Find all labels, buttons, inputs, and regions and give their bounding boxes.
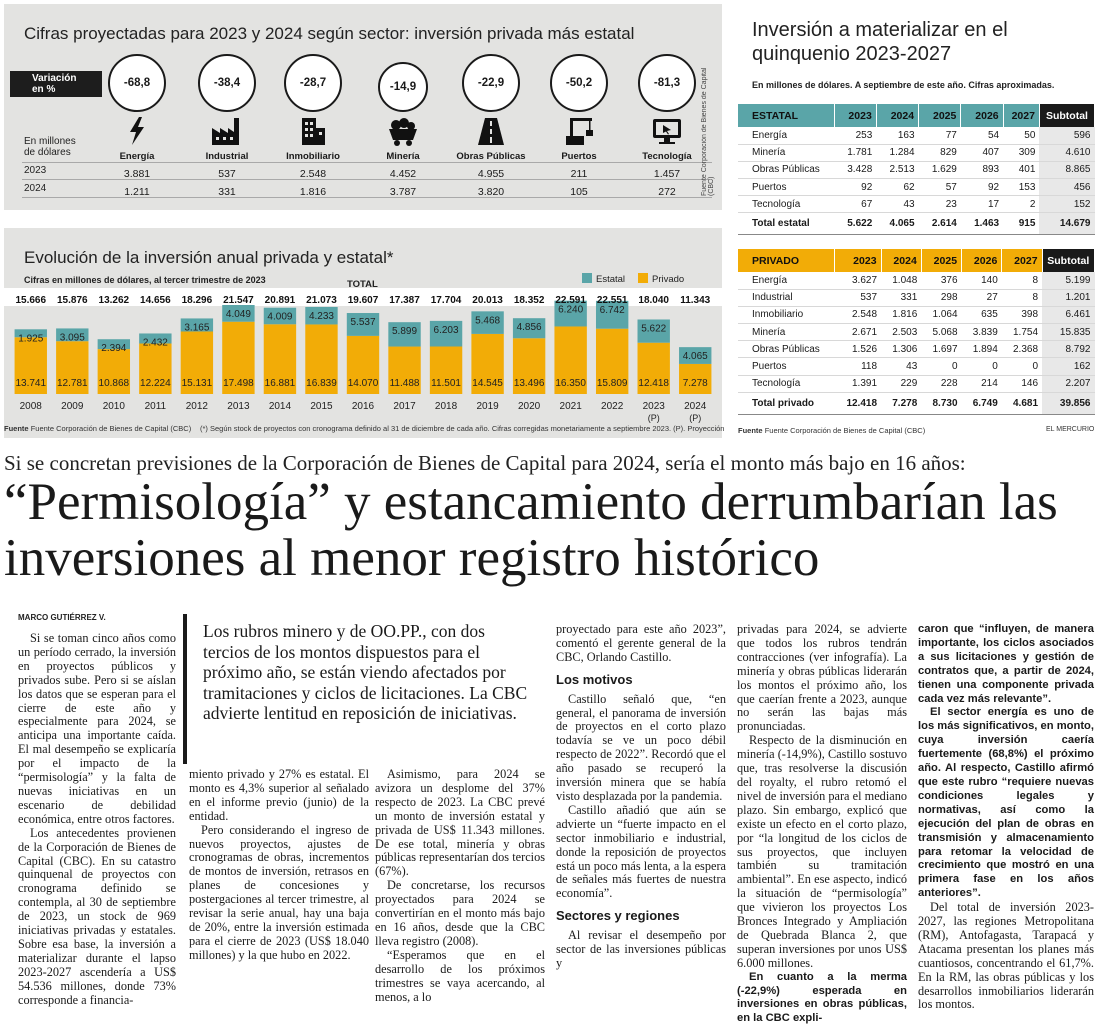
paragraph: Asimismo, para 2024 se avizora un desplome del 37% respecto de 2023. La CBC prevé un monto de inversión estatal y privada de US$ 11.343 millones. De ese total, minería y obras públicas representarían dos tercios (67%). (375, 767, 545, 879)
table-cell: 118 (834, 358, 881, 375)
data-label-estatal: 5.537 (350, 317, 376, 329)
x-tick-label-projection: (P) (647, 413, 660, 423)
year-header: 2023 (834, 104, 876, 127)
legend-swatch-estatal (582, 273, 592, 283)
evolution-source-note: Fuente Fuente Corporación de Bienes de Capital (CBC) (4, 424, 192, 433)
total-label: 22.591 (555, 295, 586, 306)
variation-label (10, 71, 102, 97)
table-cell: 2.368 (1002, 341, 1042, 358)
row-label: Puertos (738, 358, 834, 375)
lightning-icon (120, 116, 154, 146)
paragraph: De concretarse, los recursos proyectados para 2024 se convertirían en el monto más bajo en 16 años, desde que la CBC lleva registro (2008). (375, 878, 545, 948)
row-label: Total estatal (738, 213, 834, 235)
x-tick-label: 2018 (434, 401, 458, 412)
table-row (738, 161, 1095, 178)
total-label: 18.040 (638, 295, 670, 306)
table-cell: 537 (834, 289, 881, 306)
table-cell: 12.418 (834, 392, 881, 414)
article-column-4 (556, 623, 726, 971)
table-cell: 1.781 (834, 144, 876, 161)
variation-label-line1: Variación (32, 73, 77, 84)
table-total-row (738, 213, 1095, 235)
table-header-row (738, 104, 1095, 127)
table-header-row (738, 249, 1095, 272)
total-label: 17.704 (430, 295, 462, 306)
value-2024: 1.211 (124, 186, 150, 198)
sector-name: Puertos (561, 151, 597, 162)
x-tick-label: 2021 (559, 401, 582, 412)
data-label-estatal: 4.009 (267, 311, 293, 323)
data-label-privado: 12.224 (140, 378, 171, 389)
year-header: 2023 (834, 249, 881, 272)
table-cell: 5.622 (834, 213, 876, 235)
table-row (738, 127, 1095, 144)
data-label-privado: 11.501 (431, 378, 461, 389)
table-row (738, 289, 1095, 306)
table-cell: 140 (962, 272, 1002, 289)
factory-icon (210, 116, 244, 146)
value-2024: 105 (570, 186, 588, 198)
row-label-2024: 2024 (24, 183, 47, 194)
x-tick-label: 2023 (642, 401, 665, 412)
crane-icon (562, 116, 596, 146)
paragraph: Respecto de la disminución en minería (-14,9%), Castillo sostuvo que, tras resolverse la discusión del royalty, el rubro retomó el nivel de inversión para el mediano plazo. Sin embargo, explicó que existe un efecto en el corto plazo, por “la longitud de los ciclos de sus proyectos, que incluyen también su tramitación ambiental”. En ese aspecto, indicó la situación de “permisología” que vivieron los proyectos Los Bronces Integrado y Ampliación de Quebrada Blanca 2, que superan inversiones por unos US$ 6.000 millones. (737, 733, 907, 970)
sector-panel-title: Cifras proyectadas para 2023 y 2024 según sector: inversión privada más estatal (24, 24, 635, 43)
x-tick-label: 2020 (517, 401, 541, 412)
pull-quote: Los rubros minero y de OO.PP., con dos tercios de los montos dispuestos para el próximo año, se están viendo afectados por tramitaciones y ciclos de licitaciones. La CBC advierte lentitud en reposición de iniciativas. (203, 621, 528, 723)
table-cell: 17 (961, 196, 1003, 213)
data-label-estatal: 3.095 (59, 332, 85, 344)
table-cell: 54 (961, 127, 1003, 144)
subtotal-cell: 8.792 (1042, 341, 1094, 358)
brand-label: EL MERCURIO (1046, 426, 1095, 433)
row-label: Total privado (738, 392, 834, 414)
table-cell: 401 (1003, 161, 1039, 178)
table-cell: 1.064 (921, 306, 961, 323)
table-cell: 57 (919, 179, 961, 196)
variation-label-line2: en % (32, 84, 56, 95)
value-2023: 4.452 (389, 168, 417, 180)
table-cell: 214 (962, 375, 1002, 392)
x-tick-label: 2013 (227, 401, 250, 412)
subtotal-cell: 15.835 (1042, 324, 1094, 341)
table-cell: 309 (1003, 144, 1039, 161)
mine-cart-icon (386, 116, 420, 146)
sector-name: Industrial (205, 151, 249, 162)
table-cell: 0 (921, 358, 961, 375)
x-tick-label: 2008 (19, 401, 42, 412)
table-cell: 1.463 (961, 213, 1003, 235)
variation-circle: -22,9 (462, 54, 520, 112)
table-privado (738, 249, 1095, 415)
table-header-estatal: ESTATAL (738, 104, 834, 127)
table-row (738, 196, 1095, 213)
table-cell: 1.284 (876, 144, 918, 161)
subtotal-cell: 14.679 (1039, 213, 1094, 235)
subtotal-cell: 162 (1042, 358, 1094, 375)
table-cell: 0 (962, 358, 1002, 375)
data-label-estatal: 4.233 (308, 310, 334, 322)
table-cell: 331 (881, 289, 921, 306)
x-tick-label: 2009 (61, 401, 84, 412)
table-cell: 153 (1003, 179, 1039, 196)
table-cell: 92 (834, 179, 876, 196)
subtotal-header: Subtotal (1039, 104, 1094, 127)
row-label: Obras Públicas (738, 341, 834, 358)
table-cell: 50 (1003, 127, 1039, 144)
table-cell: 77 (919, 127, 961, 144)
paragraph: “Esperamos que en el desarrollo de los próximos trimestres se vaya acercando, al menos, a lo (375, 947, 545, 1004)
total-label: 18.296 (181, 295, 213, 306)
data-label-privado: 7.278 (682, 378, 708, 389)
value-2023: 2.548 (299, 168, 327, 180)
data-label-privado: 16.839 (306, 378, 337, 389)
total-label: 13.262 (98, 295, 130, 306)
sector-name: Inmobiliario (286, 151, 340, 162)
table-cell: 2.503 (881, 324, 921, 341)
paragraph: caron que “influyen, de manera importante, los ciclos asociados a sus licitaciones y gestión de contratos que, a partir de 2024, tienen una componente privada cada vez más relevante”. (918, 623, 1094, 705)
x-tick-label: 2011 (144, 401, 167, 412)
year-header: 2027 (1003, 104, 1039, 127)
row-label: Energía (738, 127, 834, 144)
evolution-chart-panel (4, 228, 725, 438)
evolution-chart-title: Evolución de la inversión anual privada y estatal* (24, 248, 394, 267)
value-2023: 4.955 (477, 168, 505, 180)
subtotal-cell: 456 (1039, 179, 1094, 196)
x-tick-label: 2022 (601, 401, 624, 412)
table-cell: 163 (876, 127, 918, 144)
data-label-privado: 16.350 (555, 378, 586, 389)
x-tick-label-projection: (P) (689, 413, 702, 423)
table-cell: 27 (962, 289, 1002, 306)
value-2024: 3.820 (477, 186, 505, 198)
monitor-icon (650, 116, 684, 146)
total-label: 18.352 (513, 295, 545, 306)
table-row (738, 358, 1095, 375)
value-2023: 211 (570, 168, 588, 180)
data-label-estatal: 3.165 (184, 322, 210, 334)
total-label: 20.013 (472, 295, 503, 306)
data-label-estatal: 6.203 (433, 324, 459, 336)
total-label: TOTAL (347, 279, 378, 290)
article-column-1 (18, 632, 176, 1007)
table-cell: 5.068 (921, 324, 961, 341)
legend-estatal (582, 273, 625, 285)
table-cell: 2.614 (919, 213, 961, 235)
row-label: Energía (738, 272, 834, 289)
table-cell: 3.428 (834, 161, 876, 178)
value-2024: 272 (658, 186, 676, 198)
data-label-privado: 12.418 (638, 378, 670, 389)
sector-source-note: Fuente Corporación de Bienes de Capital (CBC) (701, 67, 715, 196)
table-cell: 635 (962, 306, 1002, 323)
data-label-estatal: 5.622 (641, 323, 667, 335)
x-tick-label: 2017 (393, 401, 416, 412)
table-cell: 4.065 (876, 213, 918, 235)
x-tick-label: 2012 (185, 401, 209, 412)
table-cell: 2 (1003, 196, 1039, 213)
data-label-privado: 12.781 (56, 378, 88, 389)
year-header: 2025 (921, 249, 961, 272)
row-label: Industrial (738, 289, 834, 306)
table-cell: 3.839 (962, 324, 1002, 341)
total-label: 11.343 (680, 295, 711, 306)
table-cell: 228 (921, 375, 961, 392)
data-label-estatal: 4.856 (516, 322, 542, 334)
data-label-privado: 16.881 (264, 378, 296, 389)
table-cell: 298 (921, 289, 961, 306)
building-icon (296, 116, 330, 146)
x-tick-label: 2015 (310, 401, 333, 412)
pull-quote-rule (183, 614, 187, 764)
table-row (738, 375, 1095, 392)
data-label-privado: 17.498 (223, 378, 254, 389)
table-cell: 1.816 (881, 306, 921, 323)
table-cell: 8 (1002, 289, 1042, 306)
total-label: 14.656 (140, 295, 171, 306)
data-label-estatal: 1.925 (18, 333, 44, 345)
row-label-2023: 2023 (24, 165, 47, 176)
millions-label-line1: En millones (24, 136, 76, 147)
table-cell: 1.048 (881, 272, 921, 289)
data-label-privado: 15.809 (596, 378, 628, 389)
tables-source-text: Fuente Corporación de Bienes de Capital (CBC) (764, 426, 926, 435)
year-header: 2024 (876, 104, 918, 127)
data-label-estatal: 4.065 (682, 351, 708, 363)
article-column-5 (737, 623, 907, 1026)
variation-circle: -38,4 (198, 54, 256, 112)
table-row (738, 179, 1095, 196)
subtotal-cell: 8.865 (1039, 161, 1094, 178)
table-cell: 67 (834, 196, 876, 213)
row-label: Tecnología (738, 375, 834, 392)
table-header-privado: PRIVADO (738, 249, 834, 272)
value-2024: 3.787 (389, 186, 417, 198)
year-header: 2027 (1002, 249, 1042, 272)
subtotal-cell: 152 (1039, 196, 1094, 213)
sector-name: Minería (386, 151, 420, 162)
subtotal-cell: 4.610 (1039, 144, 1094, 161)
subtotal-cell: 39.856 (1042, 392, 1094, 414)
table-cell: 1.306 (881, 341, 921, 358)
total-label: 17.387 (389, 295, 420, 306)
legend-swatch-privado (638, 273, 648, 283)
legend-privado (638, 273, 684, 285)
data-label-privado: 10.868 (98, 378, 130, 389)
paragraph: Los antecedentes provienen de la Corporación de Bienes de Capital (CBC). En su catastro quinquenal de proyectos con cronograma definido se contempla, al 30 de septiembre de 2023, un stock de 969 iniciativas privadas y estatales. Sobre esa base, la inversión a materializar durante el lapso 2023-2027 ascendería a US$ 54.536 millones, donde 73% corresponde a financia- (18, 825, 176, 1007)
evolution-source-text: Fuente Corporación de Bienes de Capital (CBC) (30, 424, 192, 433)
byline: MARCO GUTIÉRREZ V. (18, 613, 106, 622)
data-label-estatal: 2.394 (101, 343, 127, 355)
table-cell: 92 (961, 179, 1003, 196)
table-cell: 8.730 (921, 392, 961, 414)
table-total-row (738, 392, 1095, 414)
sector-name: Energía (119, 151, 155, 162)
subtotal-header: Subtotal (1042, 249, 1094, 272)
table-row (738, 306, 1095, 323)
table-row (738, 341, 1095, 358)
value-2023: 1.457 (653, 168, 681, 180)
table-cell: 62 (876, 179, 918, 196)
table-cell: 253 (834, 127, 876, 144)
data-label-privado: 13.741 (15, 378, 47, 389)
article-column-3 (375, 768, 545, 1004)
road-icon (474, 116, 508, 146)
x-tick-label: 2014 (268, 401, 292, 412)
paragraph: proyectado para este año 2023”, comentó el gerente general de la CBC, Orlando Castillo. (556, 622, 726, 664)
millions-label (24, 136, 76, 158)
article-column-2 (189, 768, 369, 963)
table-cell: 2.671 (834, 324, 881, 341)
paragraph: En cuanto a la merma (-22,9%) esperada en inversiones en obras públicas, en la CBC expli- (737, 970, 907, 1025)
table-cell: 8 (1002, 272, 1042, 289)
table-row (738, 272, 1095, 289)
row-separator (22, 162, 712, 163)
table-cell: 893 (961, 161, 1003, 178)
data-label-estatal: 5.468 (475, 315, 501, 327)
paragraph: Si se toman cinco años como un período cerrado, la inversión en proyectos públicos y privados sube. Pero si se aíslan los datos que se esperan para el cierre de este año y especialmente para 2024, se anticipa una importante caída. El mal desempeño se explicaría por el impacto de la “permisología” y la falta de nuevas iniciativas en un escenario de debilidad económica, entre otros factores. (18, 631, 176, 826)
total-label: 21.547 (223, 295, 254, 306)
table-cell: 1.391 (834, 375, 881, 392)
paragraph: Castillo señaló que, “en general, el panorama de inversión de proyectos en el corto plazo todavía se ve un poco débil respecto de 2022”. Recordó que el año pasado se recuperó la inversión minera que se había visto desplazada por la pandemia. (556, 691, 726, 803)
value-2023: 537 (218, 168, 236, 180)
table-row (738, 144, 1095, 161)
data-label-estatal: 6.240 (558, 304, 584, 316)
data-label-estatal: 6.742 (599, 304, 625, 316)
legend-label: Privado (652, 274, 685, 285)
table-cell: 3.627 (834, 272, 881, 289)
paragraph: Del total de inversión 2023-2027, las regiones Metropolitana (RM), Antofagasta, Tarapacá y Atacama presentan los planes más cuantiosos, concentrando el 61,7%. En la RM, las obras públicas y los desarrollos inmobiliarios liderarán los montos. (918, 900, 1094, 1012)
sector-panel (4, 4, 722, 210)
paragraph: Al revisar el desempeño por sector de las inversiones públicas y (556, 928, 726, 970)
year-header: 2026 (961, 104, 1003, 127)
year-header: 2026 (962, 249, 1002, 272)
data-label-estatal: 2.432 (142, 337, 168, 349)
table-cell: 146 (1002, 375, 1042, 392)
table-cell: 0 (1002, 358, 1042, 375)
data-label-privado: 11.488 (389, 378, 420, 389)
table-cell: 2.548 (834, 306, 881, 323)
evolution-chart-subtitle: Cifras en millones de dólares, al tercer trimestre de 2023 (24, 275, 266, 285)
table-cell: 1.697 (921, 341, 961, 358)
data-label-estatal: 5.899 (392, 326, 418, 338)
table-cell: 407 (961, 144, 1003, 161)
subhead-motivos: Los motivos (556, 671, 633, 687)
table-cell: 7.278 (881, 392, 921, 414)
row-label: Minería (738, 144, 834, 161)
table-cell: 23 (919, 196, 961, 213)
variation-circle: -14,9 (378, 62, 428, 112)
value-2024: 331 (218, 186, 236, 198)
value-2023: 3.881 (123, 168, 151, 180)
table-cell: 43 (876, 196, 918, 213)
table-cell: 1.894 (962, 341, 1002, 358)
table-cell: 915 (1003, 213, 1039, 235)
article-kicker: Si se concretan previsiones de la Corporación de Bienes de Capital para 2024, sería el monto más bajo en 16 años: (4, 451, 966, 475)
subtotal-cell: 6.461 (1042, 306, 1094, 323)
table-row (738, 324, 1095, 341)
data-label-privado: 14.070 (347, 378, 379, 389)
subtotal-cell: 5.199 (1042, 272, 1094, 289)
tables-subtitle: En millones de dólares. A septiembre de este año. Cifras aproximadas. (752, 80, 1055, 90)
data-label-privado: 13.496 (513, 378, 545, 389)
sector-name: Obras Públicas (456, 151, 526, 162)
variation-circle: -81,3 (638, 54, 696, 112)
tables-title: Inversión a materializar en el quinquenio 2023-2027 (752, 19, 1008, 65)
subtotal-cell: 2.207 (1042, 375, 1094, 392)
subhead-sectores: Sectores y regiones (556, 908, 680, 924)
row-label: Puertos (738, 179, 834, 196)
total-label: 21.073 (306, 295, 337, 306)
subtotal-cell: 596 (1039, 127, 1094, 144)
table-cell: 376 (921, 272, 961, 289)
year-header: 2024 (881, 249, 921, 272)
paragraph: Pero considerando el ingreso de nuevos proyectos, ajustes de cronogramas de obras, incrementos de montos de inversión, retrasos en planes de concesiones y postergaciones al tercer trimestre, al revisar la serie anual, hay una baja de 20%, entre la inversión estimada para el cierre de 2023 (US$ 18.040 millones) y la que hubo en 2022. (189, 822, 369, 962)
x-tick-label: 2024 (684, 401, 707, 412)
row-label: Minería (738, 324, 834, 341)
paragraph: El sector energía es uno de los más significativos, en monto, cuya inversión caería fuertemente (68,8%) el próximo año. Al respecto, Castillo afirmó que este rubro “requiere nuevas condiciones legales y normativas, así como la ejecución del plan de obras en transmisión y almacenamiento para retomar la velocidad de crecimiento que mostró en una primera fase en los años anteriores”. (918, 706, 1094, 900)
data-label-privado: 14.545 (472, 378, 503, 389)
table-estatal (738, 104, 1095, 235)
paragraph: miento privado y 27% es estatal. El monto es 4,3% superior al señalado en el informe previo (junio) de la entidad. (189, 767, 369, 823)
total-label: 15.666 (15, 295, 47, 306)
table-cell: 829 (919, 144, 961, 161)
total-label: 22.551 (596, 295, 628, 306)
sector-name: Tecnología (642, 151, 692, 162)
table-cell: 1.629 (919, 161, 961, 178)
table-cell: 6.749 (962, 392, 1002, 414)
evolution-footnote: (*) Según stock de proyectos con cronograma definido al 31 de diciembre de cada año. Cifras corregidas monetariamente a septiembre 2023. (P). Proyección (200, 424, 725, 433)
paragraph: privadas para 2024, se advierte que todos los rubros tendrán contracciones (ver infografía). La minería y obras públicas liderarán los montos el próximo año, los que caerían frente a 2023, aunque no serán las bajas más pronunciadas. (737, 622, 907, 734)
tables-source-note: Fuente Fuente Corporación de Bienes de Capital (CBC) (738, 426, 926, 435)
variation-circle: -68,8 (108, 54, 166, 112)
table-cell: 1.754 (1002, 324, 1042, 341)
table-cell: 1.526 (834, 341, 881, 358)
total-label: 15.876 (56, 295, 88, 306)
variation-circle: -50,2 (550, 54, 608, 112)
total-label: 19.607 (347, 295, 379, 306)
year-header: 2025 (919, 104, 961, 127)
paragraph: Castillo añadió que aún se advierte un “fuerte impacto en el sector inmobiliario e industrial, donde la reposición de proyectos está un poco más lenta, a la espera de señales más fuertes de nuestra economía”. (556, 802, 726, 901)
data-label-estatal: 4.049 (225, 309, 251, 321)
row-label: Obras Públicas (738, 161, 834, 178)
table-cell: 43 (881, 358, 921, 375)
data-label-privado: 15.131 (181, 378, 213, 389)
row-label: Inmobiliario (738, 306, 834, 323)
table-cell: 4.681 (1002, 392, 1042, 414)
x-tick-label: 2016 (351, 401, 375, 412)
variation-circle: -28,7 (284, 54, 342, 112)
article-headline: “Permisología” y estancamiento derrumbarían las inversiones al menor registro histórico (4, 473, 1058, 587)
row-label: Tecnología (738, 196, 834, 213)
article-column-6 (918, 623, 1094, 1012)
total-label: 20.891 (264, 295, 296, 306)
x-tick-label: 2019 (476, 401, 499, 412)
table-cell: 229 (881, 375, 921, 392)
millions-label-line2: de dólares (24, 147, 71, 158)
legend-label: Estatal (596, 274, 626, 285)
table-cell: 2.513 (876, 161, 918, 178)
value-2024: 1.816 (299, 186, 327, 198)
subtotal-cell: 1.201 (1042, 289, 1094, 306)
x-tick-label: 2010 (102, 401, 125, 412)
table-cell: 398 (1002, 306, 1042, 323)
